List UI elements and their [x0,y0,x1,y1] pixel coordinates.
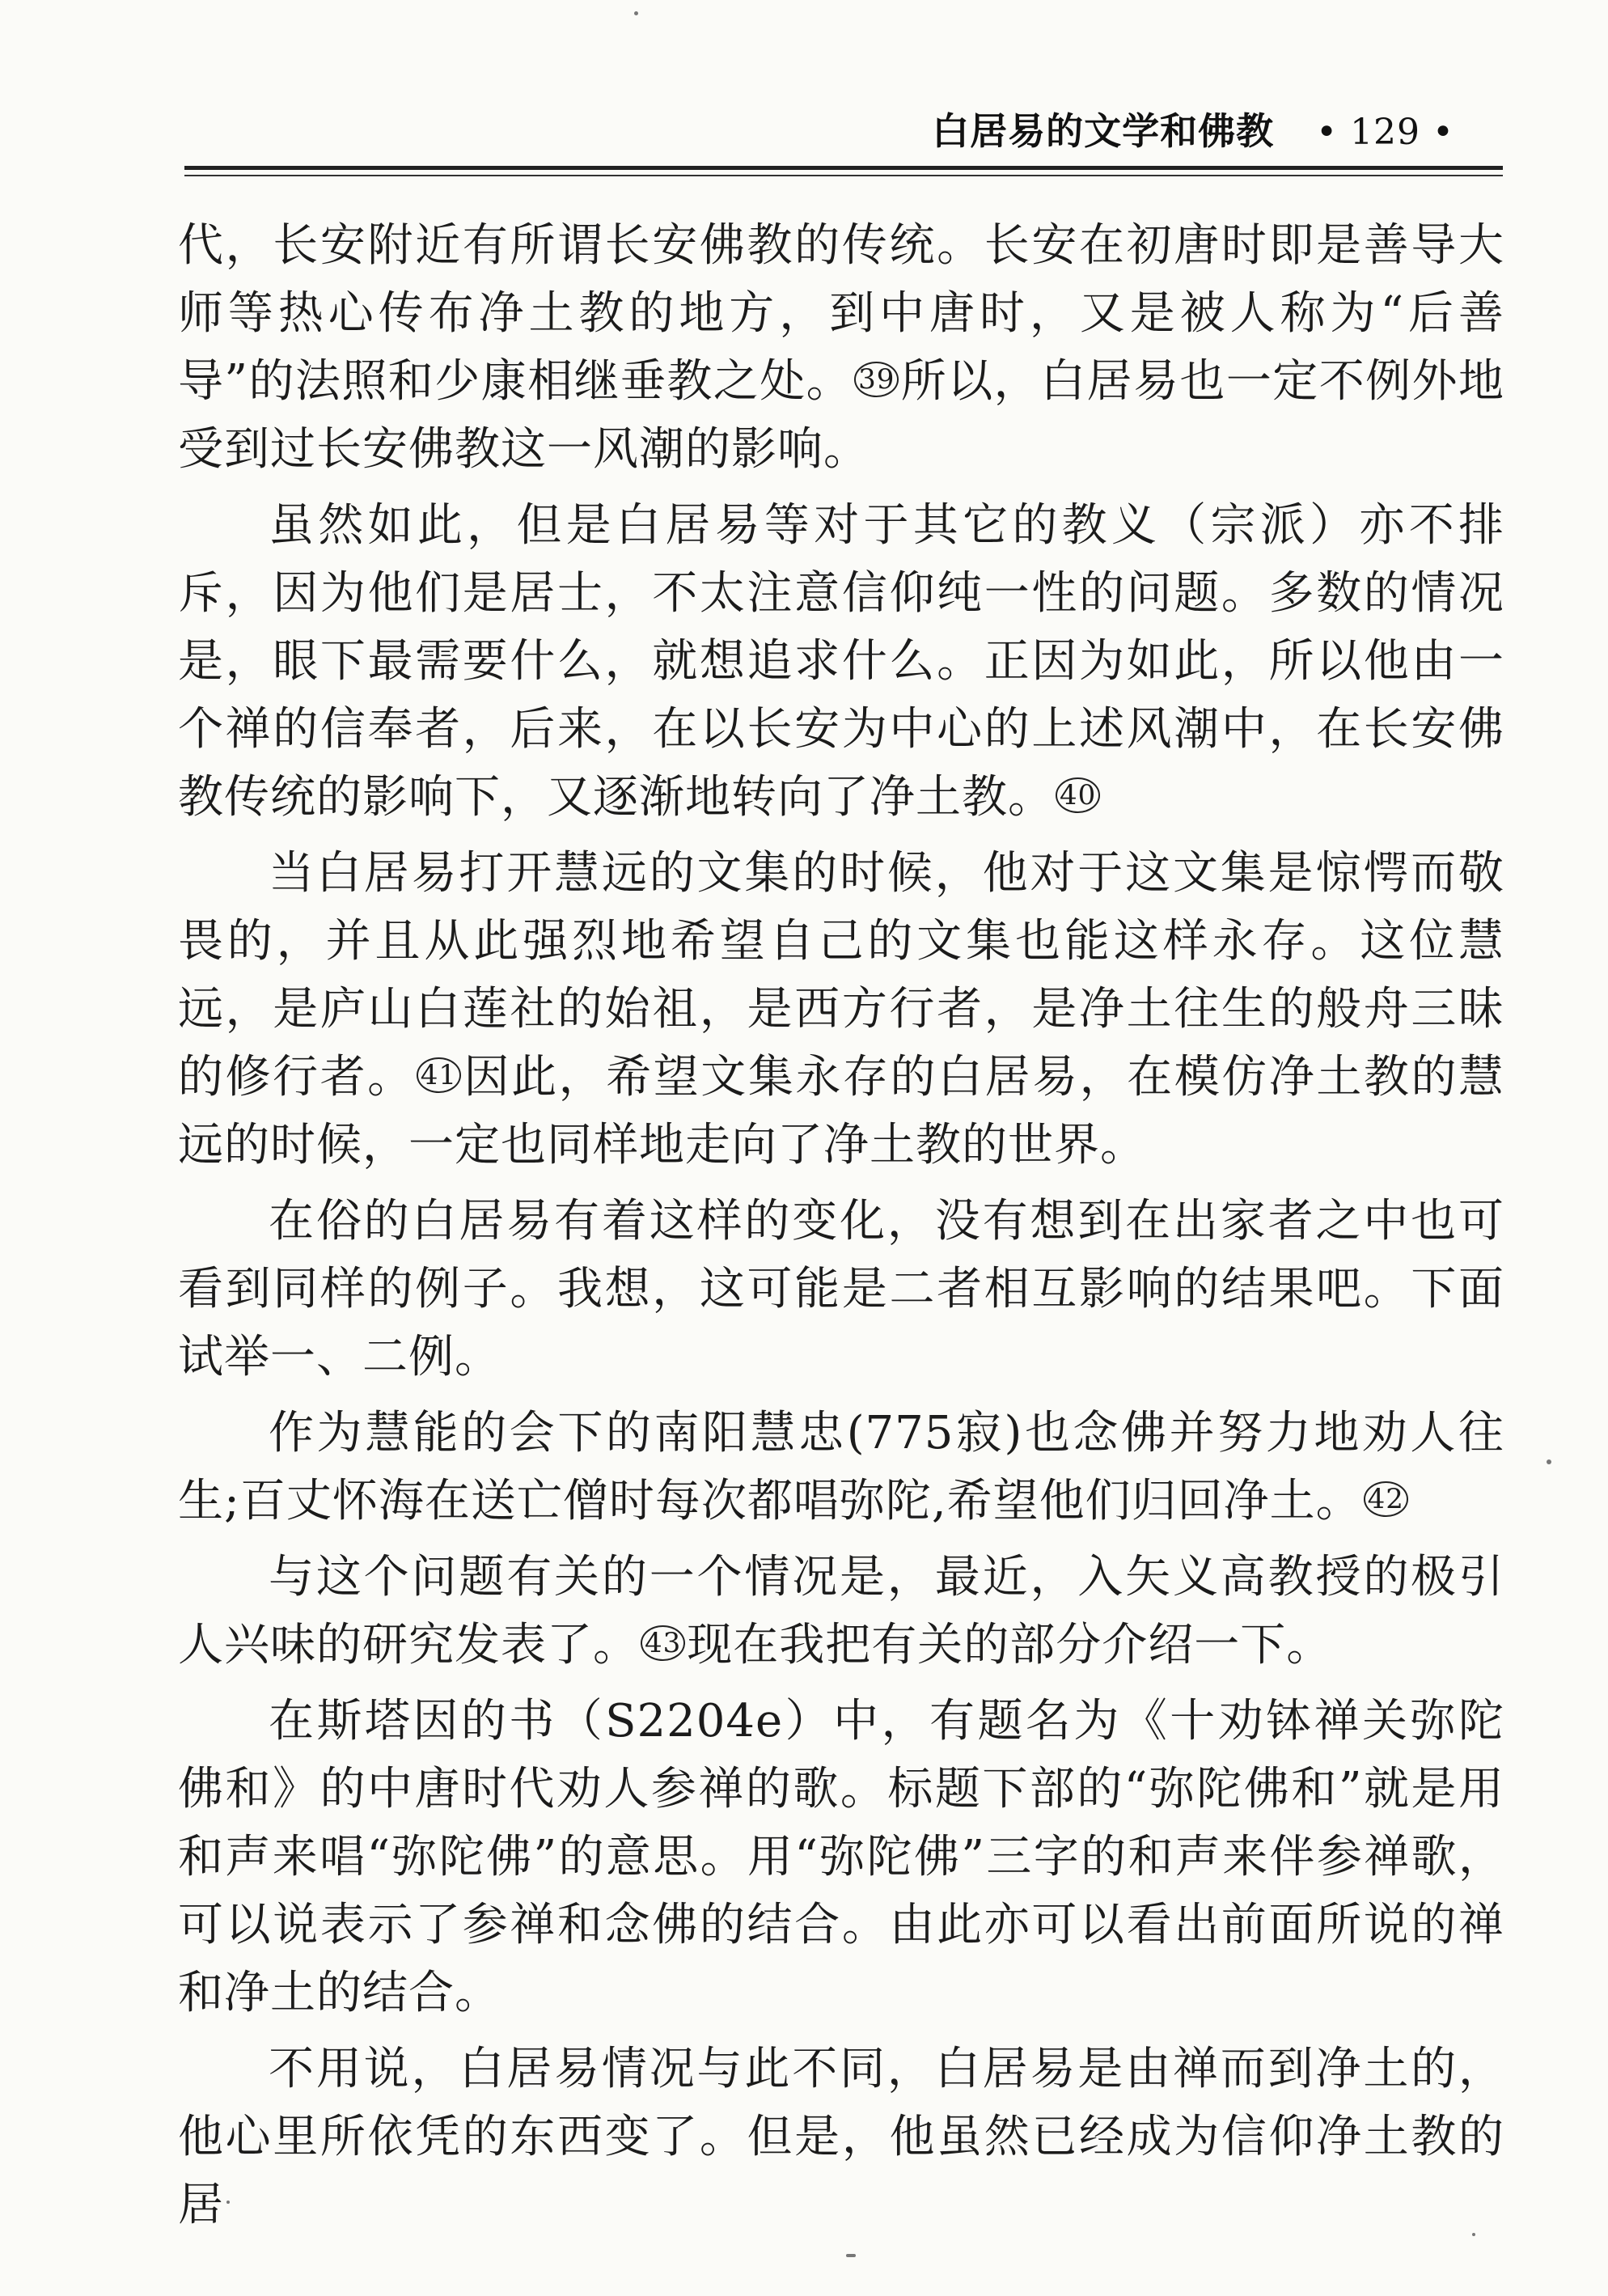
footnote-marker: 39 [854,362,899,397]
paragraph-text: 虽然如此，但是白居易等对于其它的教义（宗派）亦不排斥，因为他们是居士，不太注意信仰纯一性的问题。多数的情况是，眼下最需要什么，就想追求什么。正因为如此，所以他由一个禅的信奉者，后来，在以长安为中心的上述风潮中，在长安佛教传统的影响下，又逐渐地转向了净土教。 [178,499,1504,824]
scan-speck [1547,1459,1551,1464]
paragraph-text-after: 因此，希望文集永存的白居易，在模仿净土教的慧远的时候，一定也同样地走向了净土教的世界。 [178,1051,1505,1171]
paragraph [178,492,1504,832]
footnote-marker: 42 [1364,1481,1408,1517]
paragraph-text: 当白居易打开慧远的文集的时候，他对于这文集是惊愕而敬畏的，并且从此强烈地希望自己的文集也能这样永存。这位慧远，是庐山白莲社的始祖，是西方行者，是净土往生的般舟三昧的修行者。 [178,847,1504,1104]
paragraph-text-after: 现在我把有关的部分介绍一下。 [687,1619,1333,1671]
header-rule-thin [184,175,1503,176]
scan-speck [226,2201,230,2204]
footnote-marker: 41 [417,1057,461,1093]
paragraph [178,1544,1504,1680]
body-text [178,212,1504,2247]
paragraph [178,840,1504,1180]
paragraph [178,1188,1504,1392]
page-number: • 129 • [1316,112,1454,153]
paragraph-text: 作为慧能的会下的南阳慧忠(775寂)也念佛并努力地劝人往生;百丈怀海在送亡僧时每次都唱弥陀,希望他们归回净土。 [178,1407,1504,1527]
footnote-marker: 40 [1056,777,1100,813]
paragraph-text-after: 所以，白居易也一定不例外地受到过长安佛教这一风潮的影响。 [178,355,1504,476]
scan-speck [634,11,638,15]
paragraph-text: 在俗的白居易有着这样的变化，没有想到在出家者之中也可看到同样的例子。我想，这可能是二者相互影响的结果吧。下面试举一、二例。 [178,1195,1504,1383]
paragraph [178,1688,1504,2027]
scan-speck [846,2254,856,2257]
running-head [932,102,1454,155]
paragraph-text: 与这个问题有关的一个情况是，最近，入矢义高教授的极引人兴味的研究发表了。 [178,1551,1504,1671]
paragraph [178,2035,1504,2239]
paragraph [178,1400,1504,1536]
scan-speck [1472,2233,1475,2236]
paragraph-text: 在斯塔因的书（S2204e）中，有题名为《十劝钵禅关弥陀佛和》的中唐时代劝人参禅的歌。标题下部的“弥陀佛和”就是用和声来唱“弥陀佛”的意思。用“弥陀佛”三字的和声来伴参禅歌，可以说表示了参禅和念佛的结合。由此亦可以看出前面所说的禅和净土的结合。 [178,1695,1504,2019]
footnote-marker: 43 [641,1625,685,1661]
header-rule-thick [184,166,1503,170]
running-head-title: 白居易的文学和佛教 [932,109,1275,153]
paragraph-text: 不用说，白居易情况与此不同，白居易是由禅而到净土的，他心里所依凭的东西变了。但是，他虽然已经成为信仰净土教的居 [178,2043,1504,2231]
paragraph-text: 代，长安附近有所谓长安佛教的传统。长安在初唐时即是善导大师等热心传布净土教的地方，到中唐时，又是被人称为“后善导”的法照和少康相继垂教之处。 [178,219,1504,408]
paragraph [178,212,1504,484]
